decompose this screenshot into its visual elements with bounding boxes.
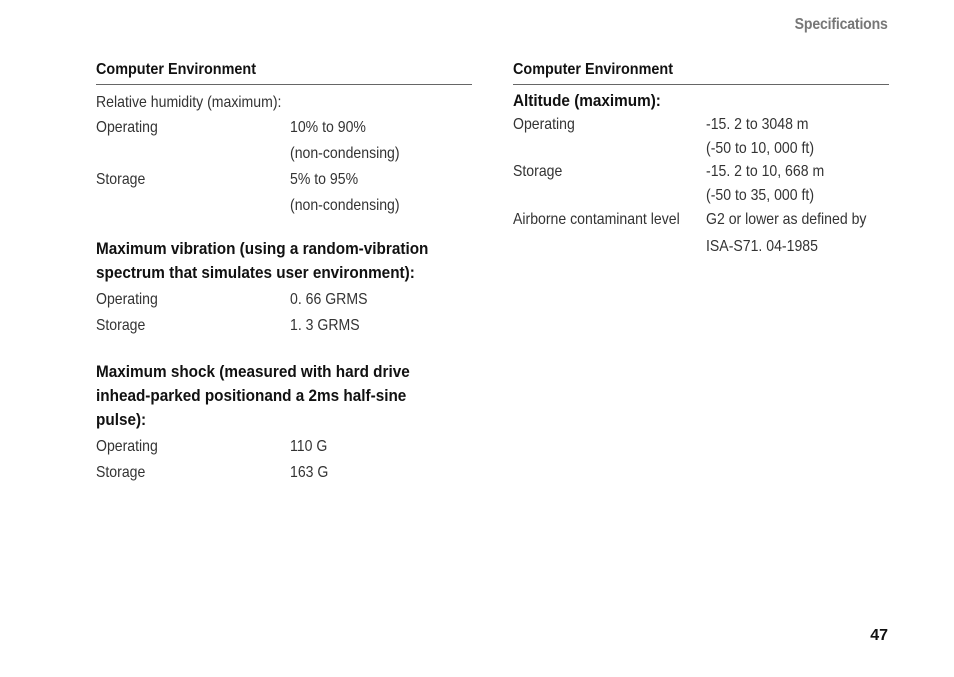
spec-value: 0. 66 GRMS (290, 291, 368, 308)
section-title-rule (513, 61, 889, 85)
spec-value: -15. 2 to 3048 m (706, 116, 809, 133)
spec-value: -15. 2 to 10, 668 m (706, 163, 825, 180)
heading-line: inhead-parked positionand a 2ms half-sine (96, 386, 407, 405)
spec-row (96, 286, 472, 313)
right-column (513, 61, 889, 261)
spec-key: Operating (96, 438, 158, 455)
humidity-label: Relative humidity (maximum): (96, 94, 282, 111)
spec-value-cont: ISA-S71. 04-1985 (706, 238, 818, 255)
spec-value-cont: (non-condensing) (290, 145, 400, 162)
spec-value-cont: (-50 to 35, 000 ft) (706, 187, 815, 204)
heading-line: spectrum that simulates user environment): (96, 263, 415, 282)
altitude-heading: Altitude (maximum): (513, 91, 661, 110)
heading-line: pulse): (96, 410, 147, 429)
section-title-rule (96, 61, 472, 85)
spec-row (96, 460, 472, 485)
shock-heading (96, 360, 472, 432)
vibration-heading (96, 237, 472, 285)
spec-value: 10% to 90% (290, 119, 366, 136)
spec-row (96, 167, 472, 192)
spec-key: Storage (513, 163, 563, 180)
spec-key: Storage (96, 171, 146, 188)
left-column (96, 61, 472, 485)
spec-row (513, 207, 889, 232)
spec-value-cont: (non-condensing) (290, 197, 400, 214)
spec-value: 1. 3 GRMS (290, 317, 360, 334)
spec-key: Operating (96, 119, 158, 136)
spec-value: G2 or lower as defined by (706, 211, 867, 228)
section-title: Computer Environment (96, 61, 257, 78)
spec-key: Airborne contaminant level (513, 211, 680, 228)
spec-row (513, 160, 889, 184)
spec-row (96, 433, 472, 460)
page-number: 47 (870, 627, 888, 644)
heading-line: Maximum shock (measured with hard drive (96, 362, 410, 381)
spec-key: Storage (96, 464, 146, 481)
running-header: Specifications (794, 16, 888, 33)
spec-value: 163 G (290, 464, 329, 481)
spec-row (96, 313, 472, 338)
section-title: Computer Environment (513, 61, 674, 78)
spec-row (513, 113, 889, 137)
spec-value-cont: (-50 to 10, 000 ft) (706, 140, 815, 157)
spec-key: Storage (96, 317, 146, 334)
spec-row (96, 115, 472, 140)
spec-value: 110 G (290, 438, 328, 455)
spec-key: Operating (96, 291, 158, 308)
spec-key: Operating (513, 116, 575, 133)
spec-value: 5% to 95% (290, 171, 359, 188)
heading-line: Maximum vibration (using a random-vibration (96, 239, 429, 258)
